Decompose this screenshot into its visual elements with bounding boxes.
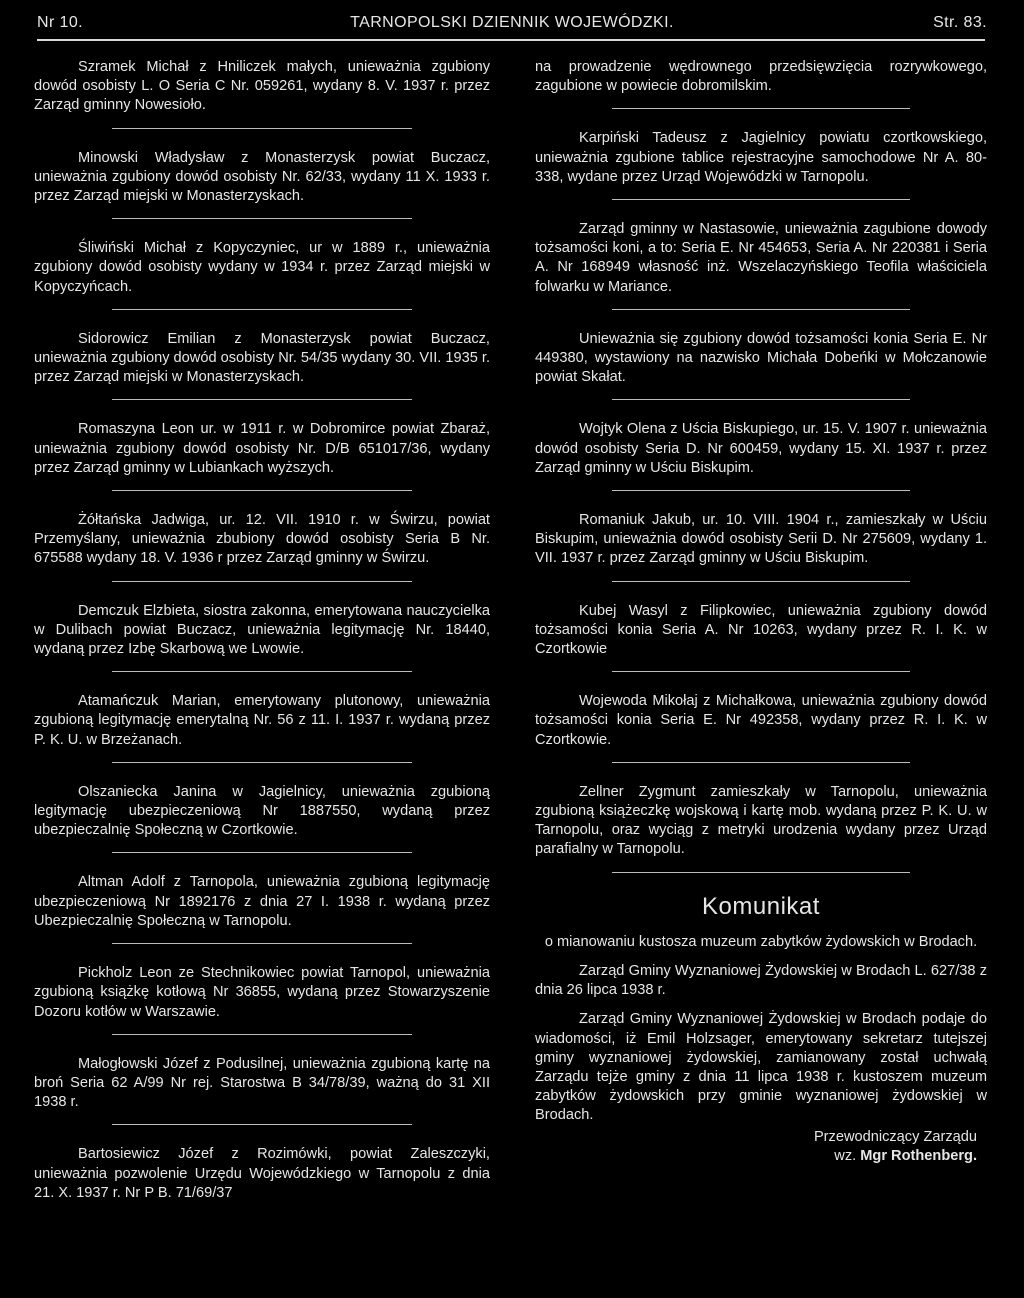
separator (612, 872, 910, 873)
separator (612, 108, 910, 109)
separator (112, 1124, 413, 1125)
notice: Bartosiewicz Józef z Rozimówki, powiat Zaleszczyki, unieważnia pozwolenie Urzędu Wojewódzkiego w Tarnopolu z dnia 21. X. 1937 r. Nr P B. 71/69/37 (34, 1146, 490, 1201)
notice: Śliwiński Michał z Kopyczyniec, ur w 1889 r., unieważnia zgubiony dowód osobisty wydany w 1934 r. przez Zarząd miejski w Kopyczyńcach. (34, 240, 490, 295)
header-rule (37, 39, 985, 41)
separator (112, 1034, 413, 1035)
komunikat-subtitle: o mianowaniu kustosza muzeum zabytków żydowskich w Brodach. (544, 933, 978, 950)
notice-continuation: na prowadzenie wędrownego przedsięwzięcia rozrywkowego, zagubione w powiecie dobromilskim. (535, 59, 987, 95)
notice: Altman Adolf z Tarnopola, unieważnia zgubioną legitymację ubezpieczeniową Nr 1892176 z dnia 27 I. 1938 r. wydaną przez Ubezpieczalnię Społeczną w Tarnopolu. (34, 874, 490, 929)
right-column (535, 58, 987, 1166)
notice: Demczuk Elzbieta, siostra zakonna, emerytowana nauczycielka w Dulibach powiat Buczacz, unieważnia legitymację Nr. 18440, wydaną przez Izbę Skarbową we Lwowie. (34, 602, 490, 658)
left-column (34, 58, 490, 1203)
signature-signatory: Mgr Rothenberg. (860, 1147, 977, 1164)
notice: Zellner Zygmunt zamieszkały w Tarnopolu, unieważnia zgubioną książeczkę wojskową i kartę mob. wydaną przez P. K. U. w Tarnopolu, oraz wyciąg z metryki urodzenia wydany przez Urząd parafialny w Tarnopolu. (535, 783, 987, 858)
notice: Żółtańska Jadwiga, ur. 12. VII. 1910 r. w Świrzu, powiat Przemyślany, unieważnia zbubiony dowód osobisty Seria B Nr. 675588 wydany 18. V. 1936 r przez Zarząd gminny w Świrzu. (34, 512, 490, 567)
separator (112, 671, 413, 672)
notice: Minowski Władysław z Monasterzysk powiat Buczacz, unieważnia zgubiony dowód osobisty Nr. 62/33, wydany 11 X. 1933 r. przez Zarząd miejski w Monasterzyskach. (34, 149, 490, 205)
notice: Wojtyk Olena z Uścia Biskupiego, ur. 15. V. 1907 r. unieważnia dowód osobisty Seria D. Nr 600459, wydany 15. XI. 1937 r. przez Zarząd gminny w Uściu Biskupim. (535, 421, 987, 476)
notice: Sidorowicz Emilian z Monasterzysk powiat Buczacz, unieważnia zgubiony dowód osobisty Nr. 54/35 wydany 30. VII. 1935 r. przez Zarząd miejski w Monasterzyskach. (34, 330, 490, 386)
notice: Romaniuk Jakub, ur. 10. VIII. 1904 r., zamieszkały w Uściu Biskupim, unieważnia dowód osobisty Serii D. Nr 275609, wydany 1. VII. 1937 r. przez Zarząd gminny w Uściu Biskupim. (535, 512, 987, 567)
separator (612, 399, 910, 400)
signature-name (535, 1147, 987, 1166)
separator (112, 581, 413, 582)
separator (612, 309, 910, 310)
komunikat-title: Komunikat (702, 892, 820, 920)
separator (612, 581, 910, 582)
separator (612, 671, 910, 672)
komunikat-section (535, 893, 987, 1166)
notice: Unieważnia się zgubiony dowód tożsamości konia Seria E. Nr 449380, wystawiony na nazwisko Michała Dobeńki w Mołczanowie powiat Skałat. (535, 330, 987, 386)
separator (112, 852, 413, 853)
separator (612, 490, 910, 491)
issue-number: Nr 10. (37, 14, 83, 31)
komunikat-reference: Zarząd Gminy Wyznaniowej Żydowskiej w Brodach L. 627/38 z dnia 26 lipca 1938 r. (535, 962, 987, 999)
notice: Zarząd gminny w Nastasowie, unieważnia zagubione dowody tożsamości koni, a to: Seria E. Nr 454653, Seria A. Nr 220381 i Seria A. Nr 168949 własność inż. Wszelaczyńskiego Teofila właściciela folwarku w Mariance. (535, 221, 987, 295)
journal-title: TARNOPOLSKI DZIENNIK WOJEWÓDZKI. (350, 14, 674, 31)
komunikat-body: Zarząd Gminy Wyznaniowej Żydowskiej w Brodach podaje do wiadomości, iż Emil Holzsager, emerytowany sekretarz tutejszej gminy wyznaniowej żydowskiej, zamianowany został uchwałą Zarządu tejże gminy z dnia 11 lipca 1938 r. kustoszem muzeum zabytków żydowskich przy gminie wyznaniowej żydowskiej w Brodach. (535, 1011, 987, 1124)
notice: Wojewoda Mikołaj z Michałkowa, unieważnia zgubiony dowód tożsamości konia Seria E. Nr 492358, wydany przez R. I. K. w Czortkowie. (535, 693, 987, 748)
signature-prefix: wz. (834, 1147, 857, 1164)
separator (612, 199, 910, 200)
page-number: Str. 83. (933, 14, 987, 31)
notice: Kubej Wasyl z Filipkowiec, unieważnia zgubiony dowód tożsamości konia Seria A. Nr 10263, wydany przez R. I. K. w Czortkowie (535, 602, 987, 658)
separator (112, 218, 413, 219)
notice: Karpiński Tadeusz z Jagielnicy powiatu czortkowskiego, unieważnia zgubione tablice rejestracyjne samochodowe Nr A. 80-338, wydane przez Urząd Wojewódzki w Tarnopolu. (535, 130, 987, 185)
signature-title: Przewodniczący Zarządu (813, 1128, 977, 1145)
separator (112, 309, 413, 310)
notice: Szramek Michał z Hniliczek małych, unieważnia zgubiony dowód osobisty L. O Seria C Nr. 059261, wydany 8. V. 1937 r. przez Zarząd gminny Nowesioło. (34, 59, 490, 114)
separator (112, 490, 413, 491)
separator (612, 762, 910, 763)
notice: Małogłowski Józef z Podusilnej, unieważnia zgubioną kartę na broń Seria 62 A/99 Nr rej. Starostwa B 34/78/39, ważną do 31 XII 1938 r. (34, 1055, 490, 1111)
notice: Romaszyna Leon ur. w 1911 r. w Dobromirce powiat Zbaraż, unieważnia zgubiony dowód osobisty Nr. D/B 651017/36, wydany przez Zarząd gminny w Lubiankach wyższych. (34, 421, 490, 476)
notice: Olszaniecka Janina w Jagielnicy, unieważnia zgubioną legitymację ubezpieczeniową Nr 1887550, wydaną przez ubezpieczalnię Społeczną w Czortkowie. (34, 783, 490, 839)
separator (112, 943, 413, 944)
separator (112, 128, 413, 129)
notice: Pickholz Leon ze Stechnikowiec powiat Tarnopol, unieważnia zgubioną książkę kotłową Nr 36855, wydaną przez Stowarzyszenie Dozoru kotłów w Warszawie. (34, 965, 490, 1020)
notice: Atamańczuk Marian, emerytowany plutonowy, unieważnia zgubioną legitymację emerytalną Nr. 56 z 11. I. 1937 r. wydaną przez P. K. U. w Brzeżanach. (34, 693, 490, 748)
separator (112, 399, 413, 400)
separator (112, 762, 413, 763)
page-header (37, 0, 987, 44)
